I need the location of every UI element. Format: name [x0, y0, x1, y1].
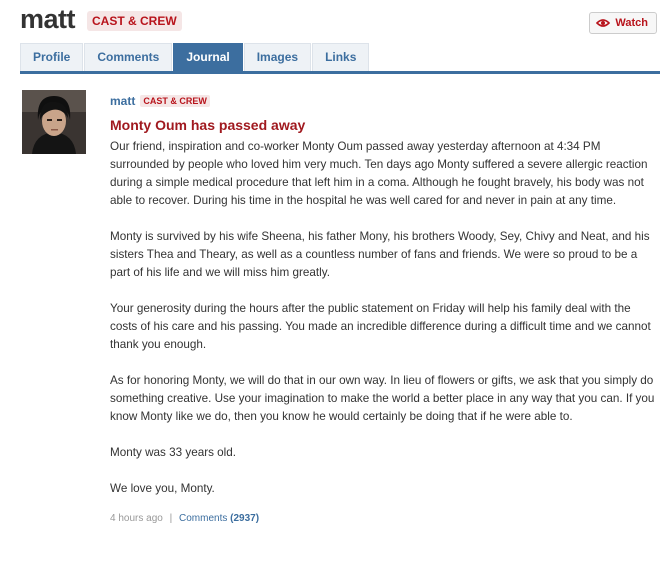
journal-post: [110, 93, 658, 524]
post-role-badge: CAST & CREW: [140, 95, 210, 107]
post-paragraph: Your generosity during the hours after the public statement on Friday will help his family deal with the costs of his care and his passing. You made an incredible difference during a difficult time and we cannot thank you enough.: [110, 302, 651, 351]
post-title[interactable]: Monty Oum has passed away: [110, 117, 306, 133]
watch-label: Watch: [615, 17, 648, 29]
tab-profile[interactable]: Profile: [20, 43, 83, 71]
footer-separator: |: [169, 513, 173, 524]
post-author-link[interactable]: matt: [110, 94, 136, 108]
tab-images[interactable]: Images: [244, 43, 311, 71]
tab-links[interactable]: Links: [312, 43, 369, 71]
comments-count: (2937): [230, 513, 260, 524]
profile-username: matt: [20, 4, 76, 34]
post-paragraph: We love you, Monty.: [110, 482, 215, 495]
comments-link[interactable]: [179, 513, 259, 524]
watch-button[interactable]: [589, 12, 657, 34]
post-paragraph: As for honoring Monty, we will do that in our own way. In lieu of flowers or gifts, we ask that you simply do something creative. Use your imagination to make the world a better place in any way that you can. If you know Monty like we do, then you know he would certainly be doing that if he were able to.: [110, 374, 655, 423]
profile-tabs: [20, 43, 660, 74]
post-meta: [110, 93, 658, 109]
post-paragraph: Monty was 33 years old.: [110, 446, 237, 459]
avatar[interactable]: [22, 90, 86, 154]
eye-icon: [596, 18, 610, 28]
post-body: [110, 138, 658, 498]
post-paragraph: Monty is survived by his wife Sheena, his father Mony, his brothers Woody, Sey, Chivy and Neat, and his sisters Thea and Theary, as well as a countless number of fans and friends. We were so proud to be a part of his life and we will miss him greatly.: [110, 230, 650, 279]
role-badge: CAST & CREW: [87, 11, 182, 31]
tab-journal[interactable]: Journal: [173, 43, 242, 71]
avatar-image: [22, 90, 86, 154]
post-footer: [110, 513, 658, 524]
comments-label: Comments: [179, 513, 228, 524]
tab-comments[interactable]: Comments: [84, 43, 172, 71]
profile-header: [20, 4, 182, 35]
post-timestamp: 4 hours ago: [110, 513, 163, 524]
post-paragraph: Our friend, inspiration and co-worker Monty Oum passed away yesterday afternoon at 4:34 PM surrounded by people who loved him very much. Ten days ago Monty suffered a severe allergic reaction during a simple medical procedure that left him in a coma. Although he fought bravely, his body was not able to recover. During his time in the hospital he was well cared for and never in pain at any time.: [110, 140, 648, 207]
